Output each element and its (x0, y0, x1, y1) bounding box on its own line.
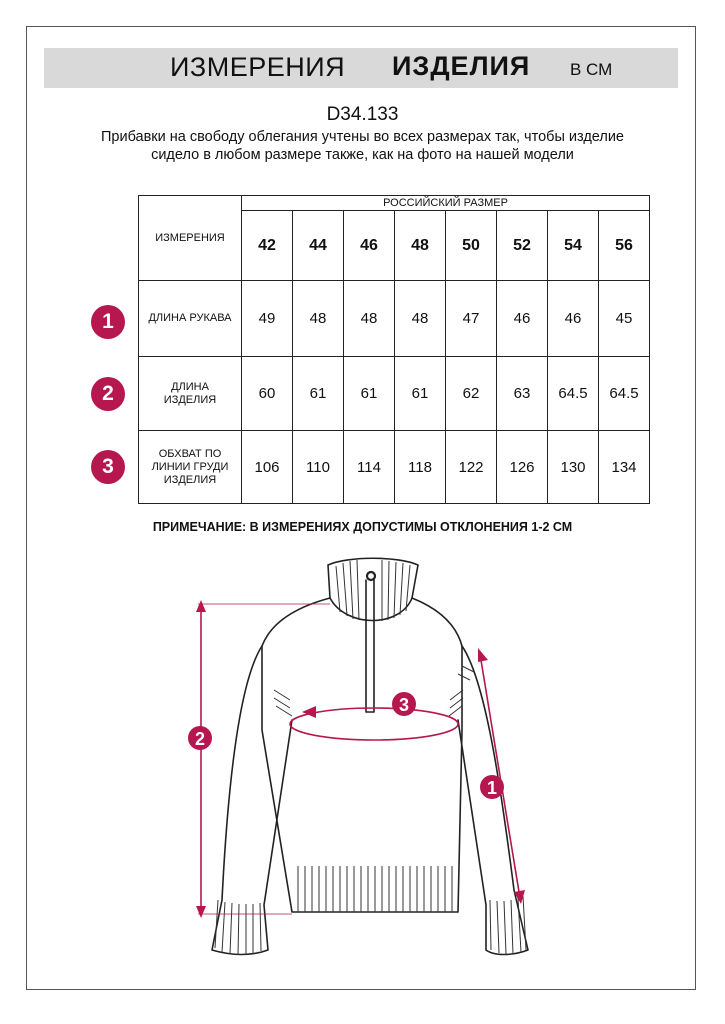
size-header: 50 (446, 211, 497, 281)
size-header: 46 (344, 211, 395, 281)
diagram-marker-1 (480, 775, 504, 799)
rib-textures (215, 560, 526, 955)
table-cell: 46 (548, 281, 599, 357)
table-cell: 49 (242, 281, 293, 357)
table-cell: 45 (599, 281, 650, 357)
left-sleeve-outline (212, 646, 292, 955)
marker-3-badge: 3 (91, 450, 125, 484)
collar-outline (328, 558, 418, 620)
table-cell: 64.5 (548, 357, 599, 431)
collar-snap-icon (367, 572, 375, 580)
table-cell: 61 (344, 357, 395, 431)
table-cell: 126 (497, 431, 548, 504)
size-header: 54 (548, 211, 599, 281)
row-label-item-length: ДЛИНА ИЗДЕЛИЯ (139, 357, 242, 431)
svg-text:1: 1 (486, 778, 498, 798)
table-cell: 114 (344, 431, 395, 504)
marker-2-badge: 2 (91, 377, 125, 411)
table-cell: 46 (497, 281, 548, 357)
measurements-header: ИЗМЕРЕНИЯ (139, 196, 242, 281)
diagram-marker-3 (392, 692, 416, 716)
sleeve-arrow-line (480, 654, 520, 898)
svg-text:3: 3 (398, 695, 410, 715)
title-measurements: ИЗМЕРЕНИЯ (170, 52, 346, 82)
right-sleeve-outline (458, 646, 528, 955)
svg-text:2: 2 (194, 729, 206, 749)
diagram-marker-2 (188, 726, 212, 750)
row-label-sleeve-length: ДЛИНА РУКАВА (139, 281, 242, 357)
fit-note: Прибавки на свободу облегания учтены во всех размерах так, чтобы изделие сидело в любом размере также, как на фото на нашей модели (100, 129, 624, 163)
table-cell: 61 (293, 357, 344, 431)
table-cell: 61 (395, 357, 446, 431)
title-product: ИЗДЕЛИЯ (392, 51, 531, 81)
table-cell: 48 (344, 281, 395, 357)
product-code: D34.133 (326, 104, 399, 125)
table-cell: 64.5 (599, 357, 650, 431)
table-cell: 134 (599, 431, 650, 504)
table-cell: 63 (497, 357, 548, 431)
table-cell: 118 (395, 431, 446, 504)
table-cell: 48 (395, 281, 446, 357)
table-cell: 130 (548, 431, 599, 504)
table-cell: 60 (242, 357, 293, 431)
marker-1-badge: 1 (91, 305, 125, 339)
measurement-lines (198, 604, 520, 914)
size-system-header: РОССИЙСКИЙ РАЗМЕР (242, 196, 650, 211)
table-cell: 48 (293, 281, 344, 357)
size-header: 44 (293, 211, 344, 281)
title-units: В СМ (570, 60, 613, 79)
table-cell: 110 (293, 431, 344, 504)
size-header: 42 (242, 211, 293, 281)
table-cell: 106 (242, 431, 293, 504)
table-cell: 47 (446, 281, 497, 357)
size-header: 52 (497, 211, 548, 281)
table-cell: 122 (446, 431, 497, 504)
row-label-chest-girth: ОБХВАТ ПО ЛИНИИ ГРУДИ ИЗДЕЛИЯ (139, 431, 242, 504)
sweater-body-outline (262, 598, 462, 912)
tolerance-remark: ПРИМЕЧАНИЕ: В ИЗМЕРЕНИЯХ ДОПУСТИМЫ ОТКЛОНЕНИЯ 1-2 СМ (152, 520, 573, 534)
table-cell: 62 (446, 357, 497, 431)
zip-placket (366, 580, 374, 712)
size-header: 56 (599, 211, 650, 281)
size-header: 48 (395, 211, 446, 281)
